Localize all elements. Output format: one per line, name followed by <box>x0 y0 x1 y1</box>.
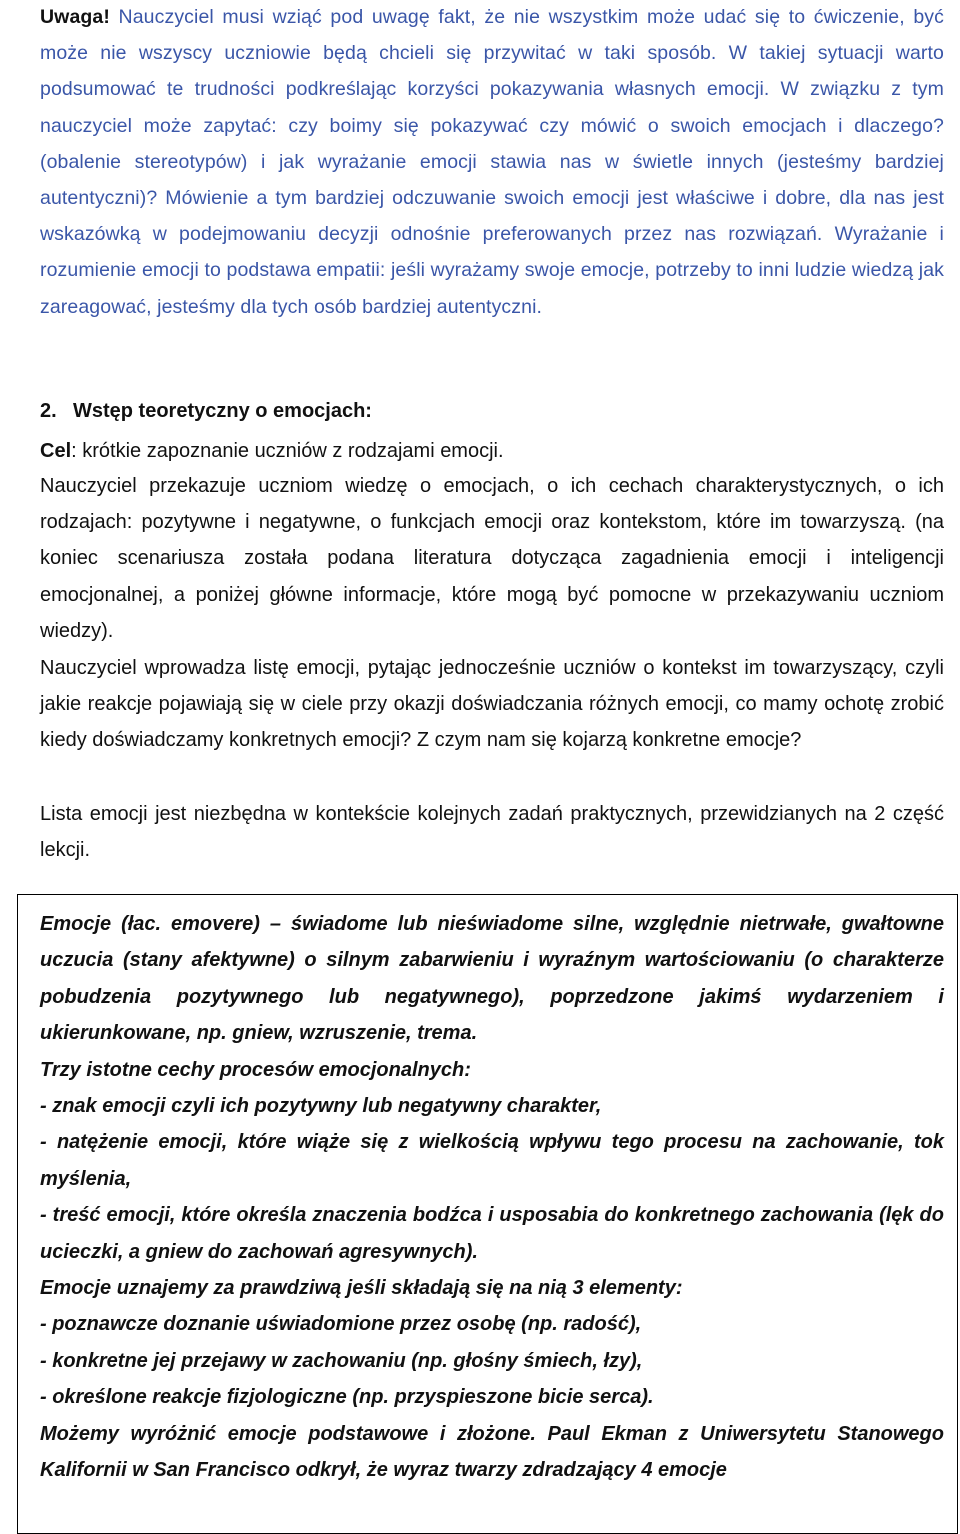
feature-item: - natężenie emocji, które wiąże się z wielkością wpływu tego procesu na zachowanie, tok myślenia, <box>40 1131 944 1190</box>
intro-text-1: Nauczyciel musi wziąć pod uwagę fakt, że nie wszystkim może udać się to ćwiczenie, być może nie wszyscy uczniowie będą chcieli się przywitać w taki sposób. W takiej sytuacji warto podsumować te trudności podkreślając korzyści pokazywania własnych emocji. W związku z tym nauczyciel może zapytać: czy boimy się pokazywać czy mówić o swoich emocjach i dlaczego? <box>40 6 944 137</box>
intro-text-2: (obalenie stereotypów) i jak wyrażanie emocji stawia nas w świetle innych (jesteśmy bardziej autentyczni)? Mówienie a tym bardziej odczuwanie swoich emocji jest właściwe i dobre, dla nas jest wskazówką w podejmowaniu decyzji odnośnie preferowanych przez nas rozwiązań. Wyrażanie i rozumienie emocji to podstawa empatii: jeśli wyrażamy swoje emocje, potrzeby to inni ludzie wiedzą jak zareagować, jesteśmy dla tych osób bardziej autentyczni. <box>40 150 944 318</box>
goal-text: : krótkie zapoznanie uczniów z rodzajami emocji. <box>71 440 504 462</box>
goal-label: Cel <box>40 440 72 462</box>
feature-item: - treść emocji, które określa znaczenia bodźca i usposabia do konkretnego zachowania (lęk do ucieczki, a gniew do zachowań agresywnych). <box>40 1204 944 1263</box>
elements-heading: Emocje uznajemy za prawdziwą jeśli składają się na nią 3 elementy: <box>40 1277 683 1300</box>
section-heading: 2. Wstęp teoretyczny o emocjach: <box>40 400 372 422</box>
element-item: - konkretne jej przejawy w zachowaniu (np. głośny śmiech, łzy), <box>40 1349 643 1372</box>
features-heading: Trzy istotne cechy procesów emocjonalnych: <box>40 1058 471 1081</box>
section-paragraph-1: Nauczyciel przekazuje uczniom wiedzę o emocjach, o ich cechach charakterystycznych, o ich rodzajach: pozytywne i negatywne, o funkcjach emocji oraz kontekstom, które im towarzyszą. (na koniec scenariusza została podana literatura dotycząca zagadnienia emocji i inteligencji emocjonalnej, a poniżej główne informacje, które mogą być pomocne w przekazywaniu uczniom wiedzy). <box>40 475 944 642</box>
warning-label: Uwaga! <box>40 6 110 28</box>
section-paragraph-2: Nauczyciel wprowadza listę emocji, pytając jednocześnie uczniów o kontekst im towarzyszący, czyli jakie reakcje pojawiają się w ciele przy okazji doświadczania różnych emocji, co mamy ochotę zrobić kiedy doświadczamy konkretnych emocji? Z czym nam się kojarzą konkretne emocje? <box>40 657 944 752</box>
element-item: - poznawcze doznanie uświadomione przez osobę (np. radość), <box>40 1313 642 1336</box>
element-item: - określone reakcje fizjologiczne (np. przyspieszone bicie serca). <box>40 1386 654 1409</box>
feature-item: - znak emocji czyli ich pozytywny lub negatywny charakter, <box>40 1095 602 1118</box>
goal-line <box>40 433 944 469</box>
ekman-paragraph: Możemy wyróżnić emocje podstawowe i złożone. Paul Ekman z Uniwersytetu Stanowego Kalifornii w San Francisco odkrył, że wyraz twarzy zdradzający 4 emocje <box>40 1422 944 1482</box>
definition-box-content <box>40 906 944 1489</box>
intro-paragraph <box>40 0 944 325</box>
section-title: Wstęp teoretyczny o emocjach: <box>73 400 372 422</box>
section-paragraph-3: Lista emocji jest niezbędna w kontekście kolejnych zadań praktycznych, przewidzianych na 2 część lekcji. <box>40 803 944 862</box>
emotion-definition: Emocje (łac. emovere) – świadome lub nieświadome silne, względnie nietrwałe, gwałtowne uczucia (stany afektywne) o silnym zabarwieniu i wyraźnym wartościowaniu (o charakterze pobudzenia pozytywnego lub negatywnego), poprzedzone jakimś wydarzeniem i ukierunkowane, np. gniew, wzruszenie, trema. <box>40 913 944 1045</box>
